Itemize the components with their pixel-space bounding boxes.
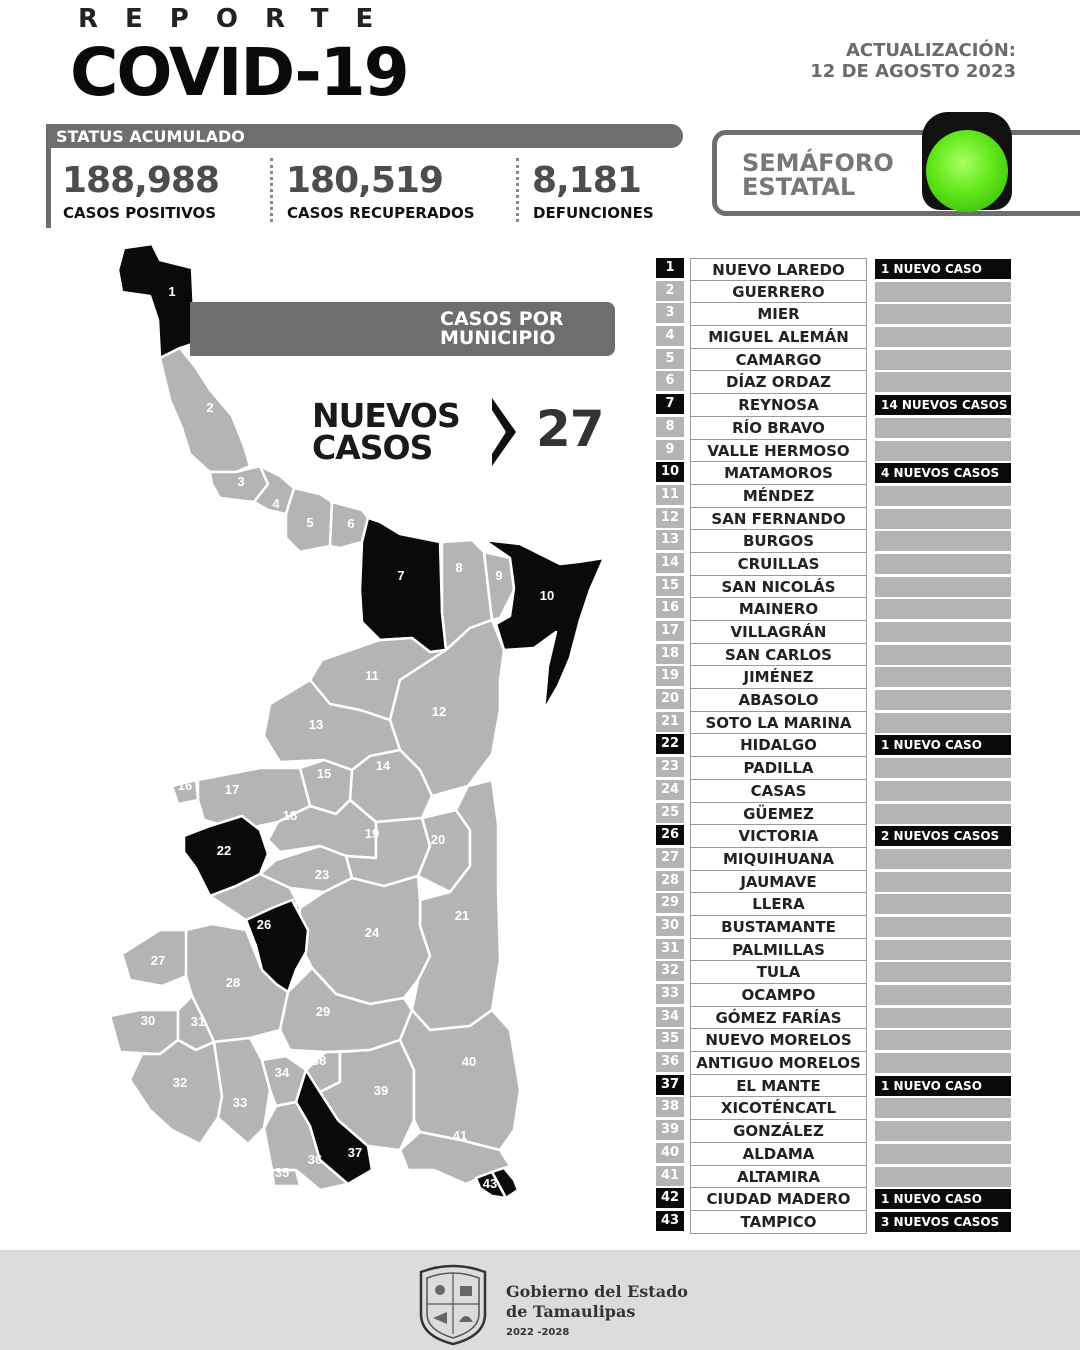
table-row bbox=[656, 621, 1016, 644]
map-region-33 bbox=[214, 1038, 270, 1144]
municipality-status bbox=[875, 1167, 1011, 1187]
table-row bbox=[656, 803, 1016, 826]
municipality-number: 30 bbox=[656, 916, 684, 936]
municipality-number: 18 bbox=[656, 644, 684, 664]
municipality-status bbox=[875, 282, 1011, 302]
municipality-status bbox=[875, 486, 1011, 506]
table-row bbox=[656, 939, 1016, 962]
municipality-name: GÜEMEZ bbox=[690, 803, 867, 826]
municipality-number: 1 bbox=[656, 258, 684, 278]
municipality-number: 25 bbox=[656, 803, 684, 823]
map-label-28: 28 bbox=[225, 975, 241, 990]
municipality-number: 23 bbox=[656, 757, 684, 777]
table-row bbox=[656, 1097, 1016, 1120]
table-row bbox=[656, 394, 1016, 417]
map-label-24: 24 bbox=[364, 925, 380, 940]
table-row bbox=[656, 598, 1016, 621]
municipality-status bbox=[875, 509, 1011, 529]
municipality-number: 8 bbox=[656, 417, 684, 437]
municipality-name: CIUDAD MADERO bbox=[690, 1188, 867, 1211]
table-row bbox=[656, 326, 1016, 349]
table-row bbox=[656, 417, 1016, 440]
table-row bbox=[656, 440, 1016, 463]
municipality-name: MIGUEL ALEMÁN bbox=[690, 326, 867, 349]
status-divider bbox=[46, 148, 51, 228]
municipality-status: 1 NUEVO CASO bbox=[875, 1189, 1011, 1209]
map-label-6: 6 bbox=[347, 516, 355, 531]
table-row bbox=[656, 1166, 1016, 1189]
municipality-number: 21 bbox=[656, 712, 684, 732]
stat-separator bbox=[516, 158, 519, 222]
municipality-number: 35 bbox=[656, 1029, 684, 1049]
municipality-status bbox=[875, 690, 1011, 710]
municipality-number: 29 bbox=[656, 893, 684, 913]
new-cases-label bbox=[312, 396, 460, 467]
municipality-name: NUEVO LAREDO bbox=[690, 258, 867, 281]
coat-of-arms-icon bbox=[413, 1262, 493, 1346]
cases-by-municipality-label bbox=[440, 310, 564, 348]
municipality-name: GONZÁLEZ bbox=[690, 1120, 867, 1143]
municipality-number: 33 bbox=[656, 984, 684, 1004]
municipality-status bbox=[875, 1121, 1011, 1141]
municipality-table bbox=[656, 258, 1016, 1234]
table-row bbox=[656, 984, 1016, 1007]
government-name-line1: Gobierno del Estado bbox=[506, 1282, 688, 1301]
municipality-number: 20 bbox=[656, 689, 684, 709]
municipality-name: CRUILLAS bbox=[690, 553, 867, 576]
map-label-1: 1 bbox=[168, 284, 176, 299]
map-label-30: 30 bbox=[140, 1013, 156, 1028]
municipality-name: MIQUIHUANA bbox=[690, 848, 867, 871]
map-region-32 bbox=[130, 1040, 222, 1144]
map-label-15: 15 bbox=[316, 766, 332, 781]
map-label-34: 34 bbox=[274, 1065, 290, 1080]
map-label-16: 16 bbox=[177, 778, 193, 793]
table-row bbox=[656, 1188, 1016, 1211]
municipality-number: 32 bbox=[656, 961, 684, 981]
map-label-3: 3 bbox=[237, 474, 245, 489]
municipality-name: MATAMOROS bbox=[690, 462, 867, 485]
municipality-status: 1 NUEVO CASO bbox=[875, 1076, 1011, 1096]
table-row bbox=[656, 825, 1016, 848]
municipality-name: GÓMEZ FARÍAS bbox=[690, 1007, 867, 1030]
municipality-name: CAMARGO bbox=[690, 349, 867, 372]
municipality-number: 39 bbox=[656, 1120, 684, 1140]
municipality-number: 40 bbox=[656, 1143, 684, 1163]
municipality-number: 27 bbox=[656, 848, 684, 868]
municipality-status bbox=[875, 577, 1011, 597]
table-row bbox=[656, 1211, 1016, 1234]
map-label-7: 7 bbox=[397, 568, 405, 583]
municipality-status bbox=[875, 872, 1011, 892]
municipality-name: JIMÉNEZ bbox=[690, 666, 867, 689]
municipality-name: VICTORIA bbox=[690, 825, 867, 848]
municipality-status bbox=[875, 1098, 1011, 1118]
map-label-12: 12 bbox=[431, 704, 447, 719]
positive-cases-label: CASOS POSITIVOS bbox=[63, 204, 217, 222]
municipality-status bbox=[875, 713, 1011, 733]
municipality-number: 31 bbox=[656, 939, 684, 959]
map-label-37: 37 bbox=[347, 1145, 363, 1160]
municipality-name: XICOTÉNCATL bbox=[690, 1097, 867, 1120]
government-name-line2: de Tamaulipas bbox=[506, 1302, 636, 1321]
municipality-status bbox=[875, 645, 1011, 665]
table-row bbox=[656, 780, 1016, 803]
municipality-number: 3 bbox=[656, 303, 684, 323]
municipality-number: 22 bbox=[656, 734, 684, 754]
map-label-8: 8 bbox=[455, 560, 463, 575]
traffic-light-green-icon bbox=[926, 130, 1008, 212]
municipality-status bbox=[875, 1030, 1011, 1050]
table-row bbox=[656, 508, 1016, 531]
table-row bbox=[656, 871, 1016, 894]
municipality-name: OCAMPO bbox=[690, 984, 867, 1007]
municipality-number: 4 bbox=[656, 326, 684, 346]
municipality-status bbox=[875, 304, 1011, 324]
table-row bbox=[656, 1075, 1016, 1098]
map-label-18: 18 bbox=[282, 808, 298, 823]
status-header bbox=[46, 124, 683, 148]
government-years: 2022 -2028 bbox=[506, 1327, 570, 1338]
municipality-number: 13 bbox=[656, 530, 684, 550]
municipality-name: DÍAZ ORDAZ bbox=[690, 371, 867, 394]
map-region-7 bbox=[360, 518, 446, 652]
municipality-number: 16 bbox=[656, 598, 684, 618]
municipality-name: ABASOLO bbox=[690, 689, 867, 712]
municipality-name: GUERRERO bbox=[690, 281, 867, 304]
municipality-status bbox=[875, 531, 1011, 551]
municipality-status bbox=[875, 350, 1011, 370]
municipality-number: 38 bbox=[656, 1097, 684, 1117]
chevron-right-icon bbox=[490, 396, 520, 468]
map-label-9: 9 bbox=[495, 568, 503, 583]
deaths-label: DEFUNCIONES bbox=[533, 204, 654, 222]
semaforo-label bbox=[742, 151, 894, 199]
nuevos-line2: CASOS bbox=[312, 428, 433, 467]
table-row bbox=[656, 644, 1016, 667]
map-label-5: 5 bbox=[306, 515, 314, 530]
municipality-name: CASAS bbox=[690, 780, 867, 803]
table-row bbox=[656, 530, 1016, 553]
municipality-number: 34 bbox=[656, 1007, 684, 1027]
municipality-number: 26 bbox=[656, 825, 684, 845]
semaforo-line2: ESTATAL bbox=[742, 173, 856, 201]
municipality-status: 4 NUEVOS CASOS bbox=[875, 463, 1011, 483]
table-row bbox=[656, 1120, 1016, 1143]
municipality-name: VALLE HERMOSO bbox=[690, 440, 867, 463]
municipality-status: 1 NUEVO CASO bbox=[875, 735, 1011, 755]
table-row bbox=[656, 303, 1016, 326]
update-date: 12 DE AGOSTO 2023 bbox=[810, 61, 1016, 82]
map-label-42: 42 bbox=[506, 1152, 522, 1167]
table-row bbox=[656, 258, 1016, 281]
map-label-35: 35 bbox=[274, 1165, 290, 1180]
table-row bbox=[656, 576, 1016, 599]
municipality-name: LLERA bbox=[690, 893, 867, 916]
municipality-name: BUSTAMANTE bbox=[690, 916, 867, 939]
municipality-status bbox=[875, 962, 1011, 982]
municipality-status bbox=[875, 804, 1011, 824]
municipality-name: MIER bbox=[690, 303, 867, 326]
stat-separator bbox=[270, 158, 273, 222]
municipality-number: 11 bbox=[656, 485, 684, 505]
municipality-status bbox=[875, 894, 1011, 914]
map-label-32: 32 bbox=[172, 1075, 188, 1090]
table-row bbox=[656, 734, 1016, 757]
municipality-number: 10 bbox=[656, 462, 684, 482]
municipality-number: 14 bbox=[656, 553, 684, 573]
table-row bbox=[656, 893, 1016, 916]
municipality-number: 42 bbox=[656, 1188, 684, 1208]
municipality-name: ALDAMA bbox=[690, 1143, 867, 1166]
table-row bbox=[656, 1029, 1016, 1052]
municipality-number: 12 bbox=[656, 508, 684, 528]
municipality-name: SAN NICOLÁS bbox=[690, 576, 867, 599]
municipality-number: 37 bbox=[656, 1075, 684, 1095]
municipality-number: 28 bbox=[656, 871, 684, 891]
report-kicker: REPORTE bbox=[78, 4, 401, 34]
map-label-39: 39 bbox=[373, 1083, 389, 1098]
municipality-status bbox=[875, 599, 1011, 619]
municipality-status bbox=[875, 554, 1011, 574]
status-label: STATUS ACUMULADO bbox=[56, 127, 245, 146]
map-label-31: 31 bbox=[190, 1014, 206, 1029]
map-label-29: 29 bbox=[315, 1004, 331, 1019]
table-row bbox=[656, 1007, 1016, 1030]
map-label-23: 23 bbox=[314, 867, 330, 882]
municipality-name: ALTAMIRA bbox=[690, 1166, 867, 1189]
map-label-40: 40 bbox=[461, 1054, 477, 1069]
map-label-14: 14 bbox=[375, 758, 391, 773]
map-label-38: 38 bbox=[311, 1053, 327, 1068]
table-row bbox=[656, 961, 1016, 984]
map-label-20: 20 bbox=[430, 832, 446, 847]
new-cases-total: 27 bbox=[536, 400, 604, 458]
table-row bbox=[656, 462, 1016, 485]
municipality-status bbox=[875, 327, 1011, 347]
municipality-status bbox=[875, 849, 1011, 869]
municipality-status bbox=[875, 758, 1011, 778]
table-row bbox=[656, 1143, 1016, 1166]
table-row bbox=[656, 916, 1016, 939]
municipality-status bbox=[875, 622, 1011, 642]
map-label-41: 41 bbox=[452, 1128, 468, 1143]
municipality-name: VILLAGRÁN bbox=[690, 621, 867, 644]
casos-line2: MUNICIPIO bbox=[440, 327, 556, 349]
municipality-status: 2 NUEVOS CASOS bbox=[875, 826, 1011, 846]
map-label-43: 43 bbox=[482, 1176, 498, 1191]
municipality-status bbox=[875, 940, 1011, 960]
municipality-number: 5 bbox=[656, 349, 684, 369]
municipality-number: 43 bbox=[656, 1211, 684, 1231]
map-label-33: 33 bbox=[232, 1095, 248, 1110]
positive-cases-value: 188,988 bbox=[62, 160, 219, 201]
map-label-2: 2 bbox=[206, 400, 214, 415]
map-label-13: 13 bbox=[308, 717, 324, 732]
municipality-name: JAUMAVE bbox=[690, 871, 867, 894]
municipality-name: RÍO BRAVO bbox=[690, 417, 867, 440]
municipality-number: 41 bbox=[656, 1166, 684, 1186]
municipality-number: 15 bbox=[656, 576, 684, 596]
municipality-number: 24 bbox=[656, 780, 684, 800]
municipality-status bbox=[875, 441, 1011, 461]
municipality-name: BURGOS bbox=[690, 530, 867, 553]
municipality-name: REYNOSA bbox=[690, 394, 867, 417]
municipality-number: 6 bbox=[656, 371, 684, 391]
map-label-4: 4 bbox=[272, 496, 280, 511]
municipality-name: TAMPICO bbox=[690, 1211, 867, 1234]
table-row bbox=[656, 712, 1016, 735]
municipality-name: PALMILLAS bbox=[690, 939, 867, 962]
map-label-22: 22 bbox=[216, 843, 232, 858]
municipality-name: NUEVO MORELOS bbox=[690, 1029, 867, 1052]
municipality-status: 14 NUEVOS CASOS bbox=[875, 395, 1011, 415]
map-label-27: 27 bbox=[150, 953, 166, 968]
municipality-name: MÉNDEZ bbox=[690, 485, 867, 508]
map-label-10: 10 bbox=[539, 588, 555, 603]
map-label-26: 26 bbox=[256, 917, 272, 932]
municipality-status bbox=[875, 1144, 1011, 1164]
municipality-name: MAINERO bbox=[690, 598, 867, 621]
municipality-number: 9 bbox=[656, 440, 684, 460]
map-label-21: 21 bbox=[454, 908, 470, 923]
municipality-status bbox=[875, 372, 1011, 392]
table-row bbox=[656, 349, 1016, 372]
municipality-status: 3 NUEVOS CASOS bbox=[875, 1212, 1011, 1232]
municipality-status bbox=[875, 985, 1011, 1005]
municipality-name: EL MANTE bbox=[690, 1075, 867, 1098]
municipality-name: SAN CARLOS bbox=[690, 644, 867, 667]
table-row bbox=[656, 485, 1016, 508]
municipality-name: SOTO LA MARINA bbox=[690, 712, 867, 735]
municipality-number: 2 bbox=[656, 281, 684, 301]
table-row bbox=[656, 757, 1016, 780]
municipality-name: SAN FERNANDO bbox=[690, 508, 867, 531]
map-region-2 bbox=[160, 348, 250, 472]
municipality-status bbox=[875, 667, 1011, 687]
nuevos-line1: NUEVOS bbox=[312, 396, 460, 435]
table-row bbox=[656, 1052, 1016, 1075]
page-title: COVID-19 bbox=[70, 34, 408, 111]
municipality-number: 7 bbox=[656, 394, 684, 414]
municipality-map bbox=[100, 240, 620, 1205]
recovered-cases-label: CASOS RECUPERADOS bbox=[287, 204, 475, 222]
map-label-36: 36 bbox=[307, 1152, 323, 1167]
municipality-status bbox=[875, 1008, 1011, 1028]
table-row bbox=[656, 371, 1016, 394]
municipality-name: HIDALGO bbox=[690, 734, 867, 757]
municipality-status: 1 NUEVO CASO bbox=[875, 259, 1011, 279]
table-row bbox=[656, 553, 1016, 576]
map-label-11: 11 bbox=[365, 668, 379, 683]
update-label: ACTUALIZACIÓN: bbox=[845, 40, 1016, 61]
deaths-value: 8,181 bbox=[532, 160, 641, 201]
map-label-17: 17 bbox=[224, 782, 240, 797]
semaforo-line1: SEMÁFORO bbox=[742, 149, 894, 177]
map-label-19: 19 bbox=[364, 826, 380, 841]
municipality-name: TULA bbox=[690, 961, 867, 984]
municipality-status bbox=[875, 917, 1011, 937]
map-label-25: 25 bbox=[292, 894, 308, 909]
casos-line1: CASOS POR bbox=[440, 308, 564, 330]
municipality-status bbox=[875, 781, 1011, 801]
municipality-status bbox=[875, 1053, 1011, 1073]
municipality-name: PADILLA bbox=[690, 757, 867, 780]
table-row bbox=[656, 848, 1016, 871]
municipality-name: ANTIGUO MORELOS bbox=[690, 1052, 867, 1075]
municipality-status bbox=[875, 418, 1011, 438]
recovered-cases-value: 180,519 bbox=[286, 160, 443, 201]
table-row bbox=[656, 689, 1016, 712]
municipality-number: 17 bbox=[656, 621, 684, 641]
municipality-number: 19 bbox=[656, 666, 684, 686]
table-row bbox=[656, 666, 1016, 689]
table-row bbox=[656, 281, 1016, 304]
municipality-number: 36 bbox=[656, 1052, 684, 1072]
